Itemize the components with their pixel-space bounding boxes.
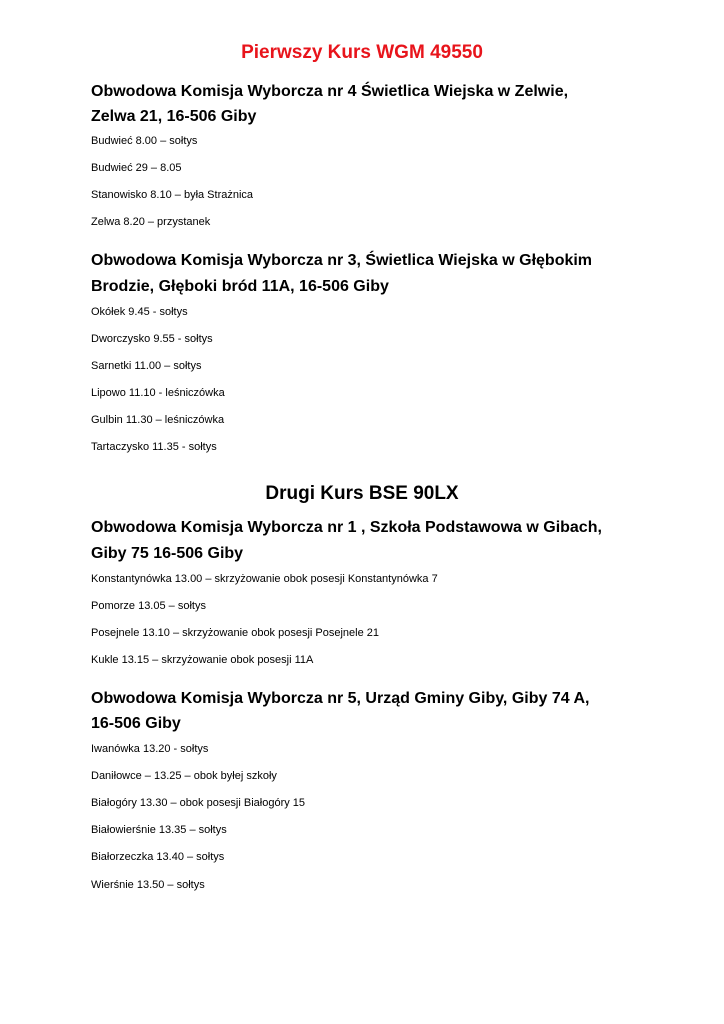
- course2-title: Drugi Kurs BSE 90LX: [265, 483, 459, 504]
- stop-item: Białowierśnie 13.35 – sołtys: [91, 824, 227, 836]
- stop-item: Okółek 9.45 - sołtys: [91, 306, 188, 318]
- stop-item: Budwieć 29 – 8.05: [91, 162, 182, 174]
- stop-item: Gulbin 11.30 – leśniczówka: [91, 414, 225, 426]
- stop-item: Sarnetki 11.00 – sołtys: [91, 360, 202, 372]
- section-heading-line: Obwodowa Komisja Wyborcza nr 3, Świetlica Wiejska w Głębokim: [91, 252, 593, 269]
- stop-item: Dworczysko 9.55 - sołtys: [91, 333, 213, 345]
- stop-item: Posejnele 13.10 – skrzyżowanie obok posesji Posejnele 21: [91, 627, 380, 639]
- section-heading-line: Obwodowa Komisja Wyborcza nr 1 , Szkoła Podstawowa w Gibach,: [91, 519, 602, 536]
- stop-item: Iwanówka 13.20 - sołtys: [91, 743, 209, 755]
- section-heading-line: Brodzie, Głęboki bród 11A, 16-506 Giby: [91, 278, 389, 295]
- stop-item: Konstantynówka 13.00 – skrzyżowanie obok posesji Konstantynówka 7: [91, 573, 438, 585]
- stop-item: Budwieć 8.00 – sołtys: [91, 135, 198, 147]
- stop-item: Zelwa 8.20 – przystanek: [91, 216, 211, 228]
- stop-item: Kukle 13.15 – skrzyżowanie obok posesji 11A: [91, 654, 314, 666]
- section-heading-line: Giby 75 16-506 Giby: [91, 545, 244, 562]
- stop-item: Białorzeczka 13.40 – sołtys: [91, 851, 225, 863]
- stop-item: Lipowo 11.10 - leśniczówka: [91, 387, 225, 399]
- stop-item: Białogóry 13.30 – obok posesji Białogóry 15: [91, 797, 306, 809]
- section-heading-line: Zelwa 21, 16-506 Giby: [91, 108, 257, 125]
- course1-title: Pierwszy Kurs WGM 49550: [241, 42, 483, 63]
- stop-item: Stanowisko 8.10 – była Strażnica: [91, 189, 254, 201]
- stop-item: Daniłowce – 13.25 – obok byłej szkoły: [91, 770, 277, 782]
- section-heading-line: Obwodowa Komisja Wyborcza nr 5, Urząd Gminy Giby, Giby 74 A,: [91, 690, 590, 707]
- stop-item: Wierśnie 13.50 – sołtys: [91, 879, 205, 891]
- stop-item: Tartaczysko 11.35 - sołtys: [91, 441, 217, 453]
- section-heading-line: Obwodowa Komisja Wyborcza nr 4 Świetlica Wiejska w Zelwie,: [91, 83, 569, 100]
- stop-item: Pomorze 13.05 – sołtys: [91, 600, 206, 612]
- section-heading-line: 16-506 Giby: [91, 715, 181, 732]
